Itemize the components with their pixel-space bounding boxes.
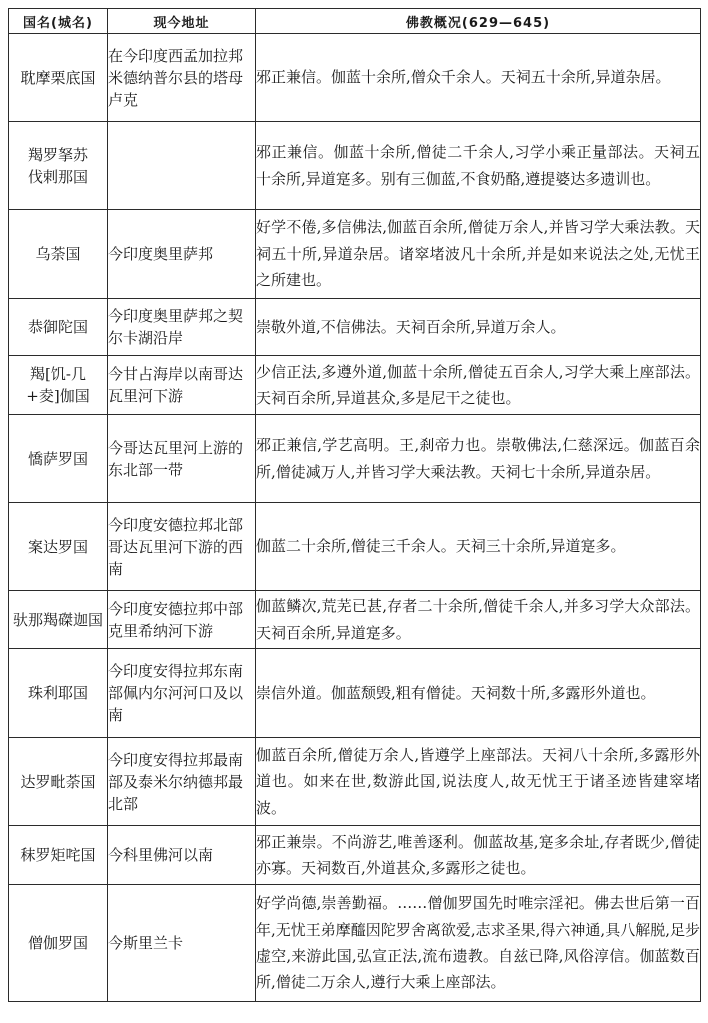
- current-location: 今斯里兰卡: [108, 885, 256, 1002]
- table-row: [9, 885, 701, 1002]
- current-location: 今印度安德拉邦中部克里希纳河下游: [108, 591, 256, 649]
- buddhism-description: 伽蓝百余所,僧徒万余人,皆遵学上座部法。天祠八十余所,多露形外道也。如来在世,数游此国,说法度人,故无忧王于诸圣迹皆建窣堵波。: [256, 738, 701, 826]
- country-name: 案达罗国: [9, 503, 108, 591]
- table-row: [9, 210, 701, 299]
- table-row: [9, 649, 701, 738]
- buddhism-description: 邪正兼信。伽蓝十余所,僧众千余人。天祠五十余所,异道杂居。: [256, 34, 701, 122]
- document-page: [8, 8, 700, 1002]
- table-row: [9, 591, 701, 649]
- buddhism-description: 崇信外道。伽蓝颓毁,粗有僧徒。天祠数十所,多露形外道也。: [256, 649, 701, 738]
- country-name: 耽摩栗底国: [9, 34, 108, 122]
- buddhism-status-table: [8, 8, 701, 1002]
- header-location: 现今地址: [108, 9, 256, 34]
- country-name: 僧伽罗国: [9, 885, 108, 1002]
- current-location: 在今印度西孟加拉邦米德纳普尔县的塔母卢克: [108, 34, 256, 122]
- header-buddhism: 佛教概况(629—645): [256, 9, 701, 34]
- table-row: [9, 299, 701, 356]
- table-row: [9, 34, 701, 122]
- buddhism-description: 伽蓝鳞次,荒芜已甚,存者二十余所,僧徒千余人,并多习学大众部法。天祠百余所,异道寔多。: [256, 591, 701, 649]
- current-location: 今印度奥里萨邦: [108, 210, 256, 299]
- current-location: 今甘占海岸以南哥达瓦里河下游: [108, 356, 256, 415]
- buddhism-description: 伽蓝二十余所,僧徒三千余人。天祠三十余所,异道寔多。: [256, 503, 701, 591]
- country-name: 秣罗矩咤国: [9, 826, 108, 885]
- country-name: 达罗毗荼国: [9, 738, 108, 826]
- table-row: [9, 826, 701, 885]
- current-location: 今印度奥里萨邦之契尔卡湖沿岸: [108, 299, 256, 356]
- table-row: [9, 503, 701, 591]
- current-location: [108, 122, 256, 210]
- country-name: 恭御陀国: [9, 299, 108, 356]
- table-row: [9, 738, 701, 826]
- current-location: 今印度安得拉邦东南部佩内尔河河口及以南: [108, 649, 256, 738]
- buddhism-description: 邪正兼信,学艺高明。王,刹帝力也。崇敬佛法,仁慈深远。伽蓝百余所,僧徒减万人,并皆习学大乘法教。天祠七十余所,异道杂居。: [256, 415, 701, 503]
- country-name: 驮那羯磔迦国: [9, 591, 108, 649]
- table-row: [9, 415, 701, 503]
- buddhism-description: 崇敬外道,不信佛法。天祠百余所,异道万余人。: [256, 299, 701, 356]
- buddhism-description: 邪正兼信。伽蓝十余所,僧徒二千余人,习学小乘正量部法。天祠五十余所,异道寔多。别有三伽蓝,不食奶酪,遵提婆达多遗训也。: [256, 122, 701, 210]
- table-row: [9, 122, 701, 210]
- current-location: 今印度安德拉邦北部哥达瓦里河下游的西南: [108, 503, 256, 591]
- buddhism-description: 好学尚德,崇善勤福。……僧伽罗国先时唯宗淫祀。佛去世后第一百年,无忧王弟摩醯因陀罗舍离欲爱,志求圣果,得六神通,具八解脱,足步虚空,来游此国,弘宣正法,流布遗教。自兹已降,风俗淳信。伽蓝数百所,僧徒二万余人,遵行大乘上座部法。: [256, 885, 701, 1002]
- header-country: 国名(城名): [9, 9, 108, 34]
- table-header-row: [9, 9, 701, 34]
- country-name: 羯[饥-几+夌]伽国: [9, 356, 108, 415]
- current-location: 今印度安得拉邦最南部及泰米尔纳德邦最北部: [108, 738, 256, 826]
- country-name: 珠利耶国: [9, 649, 108, 738]
- current-location: 今科里佛河以南: [108, 826, 256, 885]
- buddhism-description: 少信正法,多遵外道,伽蓝十余所,僧徒五百余人,习学大乘上座部法。天祠百余所,异道甚众,多是尼干之徒也。: [256, 356, 701, 415]
- current-location: 今哥达瓦里河上游的东北部一带: [108, 415, 256, 503]
- buddhism-description: 好学不倦,多信佛法,伽蓝百余所,僧徒万余人,并皆习学大乘法教。天祠五十所,异道杂居。诸窣堵波凡十余所,并是如来说法之处,无忧王之所建也。: [256, 210, 701, 299]
- table-row: [9, 356, 701, 415]
- country-name: 憍萨罗国: [9, 415, 108, 503]
- buddhism-description: 邪正兼崇。不尚游艺,唯善逐利。伽蓝故基,寔多余址,存者既少,僧徒亦寡。天祠数百,外道甚众,多露形之徒也。: [256, 826, 701, 885]
- country-name: 羯罗拏苏伐剌那国: [9, 122, 108, 210]
- country-name: 乌荼国: [9, 210, 108, 299]
